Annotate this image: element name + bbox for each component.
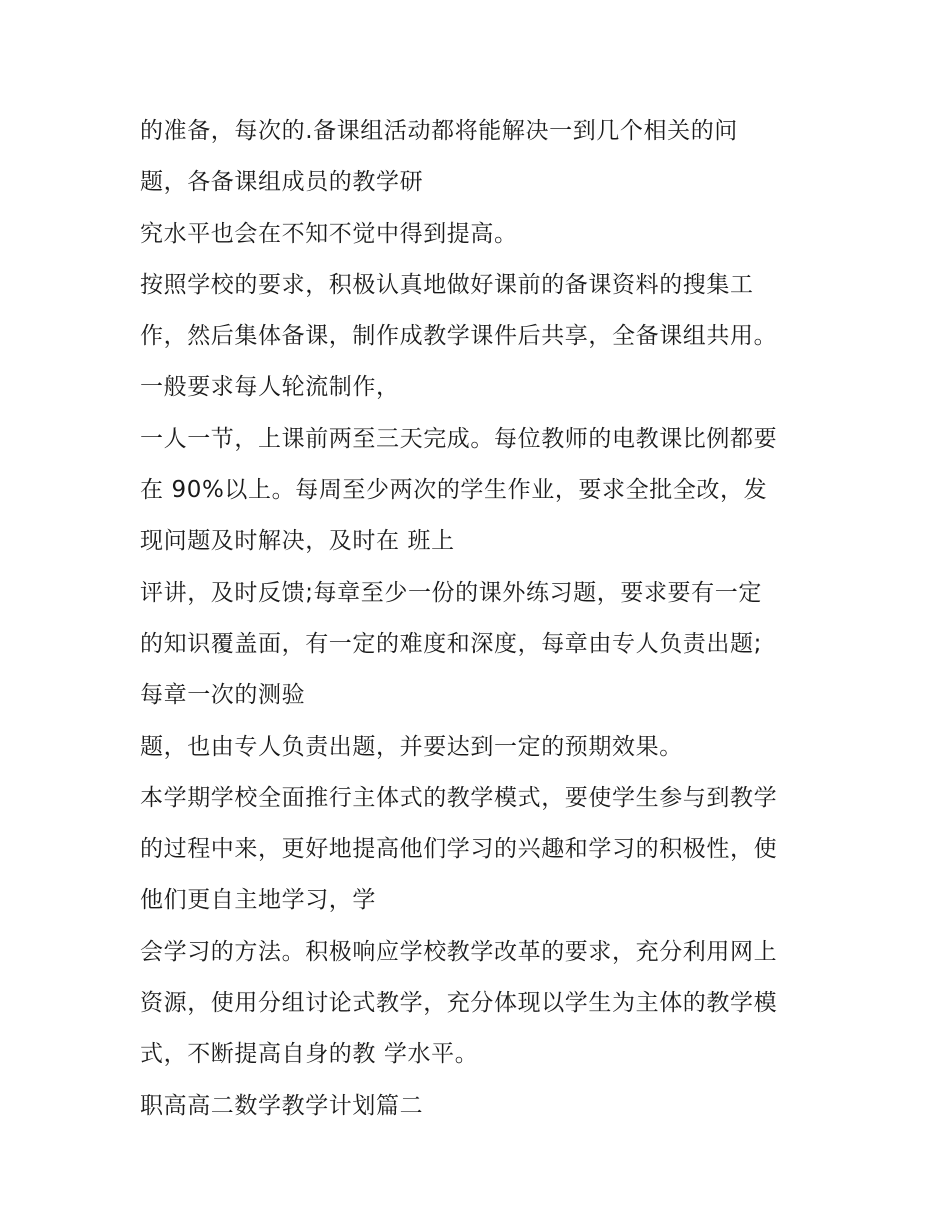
text-line: 究水平也会在不知不觉中得到提高。 <box>140 220 518 247</box>
text-line: 题，也由专人负责出题，并要达到一定的预期效果。 <box>140 733 683 760</box>
text-line: 式，不断提高自身的教 学水平。 <box>140 1041 479 1068</box>
text-line: 按照学校的要求，积极认真地做好课前的备课资料的搜集工 <box>140 271 754 298</box>
text-line: 作，然后集体备课，制作成教学课件后共享，全备课组共用。 <box>140 323 778 350</box>
text-line: 题，各备课组成员的教学研 <box>140 169 424 196</box>
text-line: 的准备，每次的.备课组活动都将能解决一到几个相关的问 <box>140 118 738 144</box>
text-line: 现问题及时解决，及时在 班上 <box>140 528 455 555</box>
text-line: 的知识覆盖面，有一定的难度和深度，每章由专人负责出题; <box>140 630 762 657</box>
text-line: 在 90%以上。每周至少两次的学生作业，要求全批全改，发 <box>140 477 768 504</box>
text-line: 一人一节，上课前两至三天完成。每位教师的电教课比例都要 <box>140 425 778 452</box>
text-line: 资源，使用分组讨论式教学，充分体现以学生为主体的教学模 <box>140 990 778 1017</box>
text-line: 一般要求每人轮流制作， <box>140 374 400 401</box>
document-body <box>140 106 830 1132</box>
section-heading: 职高高二数学教学计划篇二 <box>140 1092 424 1119</box>
text-line: 本学期学校全面推行主体式的教学模式，要使学生参与到教学 <box>140 784 778 811</box>
text-line: 每章一次的测验 <box>140 682 306 709</box>
text-line: 会学习的方法。积极响应学校教学改革的要求，充分利用网上 <box>140 938 778 965</box>
text-line: 的过程中来，更好地提高他们学习的兴趣和学习的积极性，使 <box>140 836 778 863</box>
text-line: 他们更自主地学习，学 <box>140 887 376 914</box>
text-line: 评讲，及时反馈;每章至少一份的课外练习题，要求要有一定 <box>140 579 762 606</box>
